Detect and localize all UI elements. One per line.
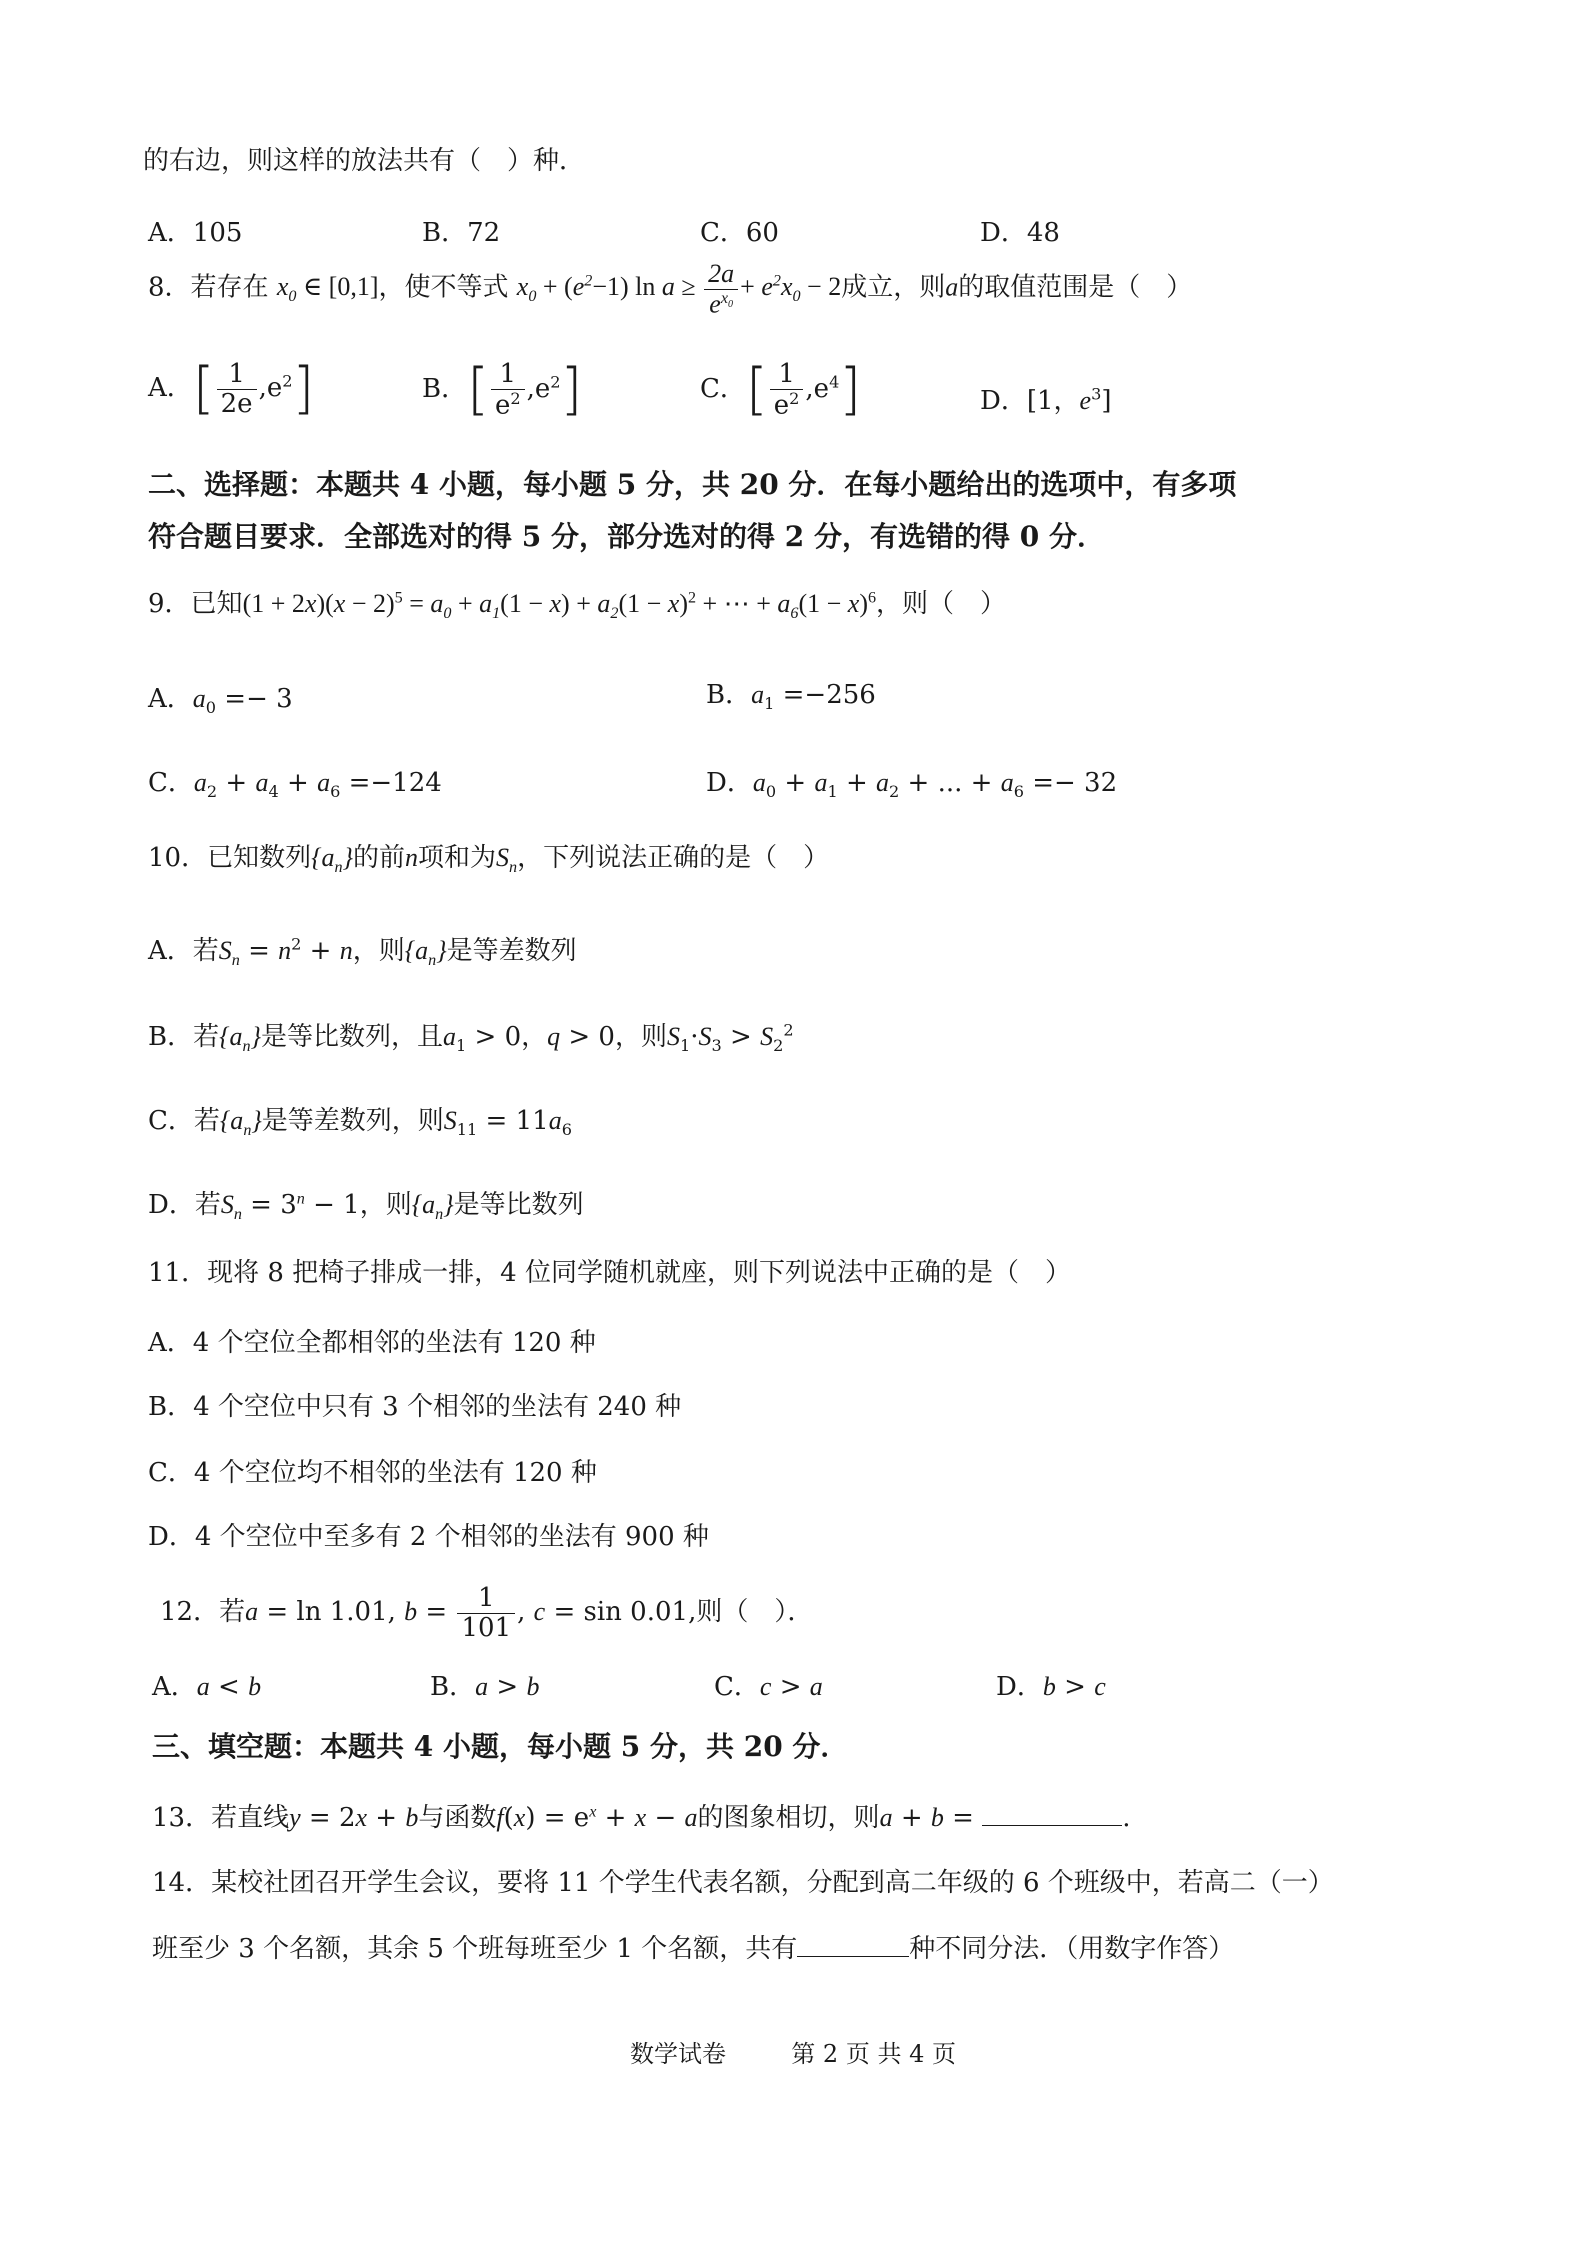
q8-text-mid: ，使不等式 — [378, 272, 509, 303]
q10-option-b-mid2: ，则 — [614, 1022, 667, 1052]
q10-option-d-post: 是等比数列 — [453, 1190, 584, 1220]
q9-option-b-label: B． — [706, 680, 752, 710]
q9-option-c-label: C． — [148, 768, 194, 798]
q10-stem: 10．已知数列$\{a_n\}$的前n项和为$S_n$，下列说法正确的是（ ） — [148, 843, 830, 877]
q10-text-3: 项和为 — [418, 843, 497, 873]
q9-option-d-label: D． — [706, 768, 753, 798]
q8-text-pre: 若存在 — [190, 272, 269, 303]
q9-stem — [148, 588, 1006, 624]
q14-answer-blank[interactable] — [797, 1956, 909, 1957]
q10-option-a[interactable]: A．若$S_n = n^2 + n$，则$\{a_n\}$是等差数列 — [148, 934, 577, 970]
q10-option-d-pre: D．若 — [148, 1190, 221, 1220]
q12-option-d[interactable]: D．b > c — [996, 1672, 1106, 1702]
q12-option-b-label: B． — [430, 1672, 476, 1702]
section2-heading-line2: 符合题目要求．全部选对的得 5 分，部分选对的得 2 分，有选错的得 0 分． — [148, 520, 1105, 553]
q7-option-d[interactable]: D．48 — [980, 218, 1060, 248]
q10-option-c-pre: C．若 — [148, 1106, 220, 1136]
q7-tail: 的右边，则这样的放法共有（ ）种． — [143, 146, 586, 176]
q10-number: 10． — [148, 843, 208, 873]
q11-option-b[interactable]: B．4 个空位中只有 3 个相邻的坐法有 240 种 — [148, 1392, 682, 1422]
q9-number: 9． — [148, 589, 191, 619]
q10-option-d[interactable]: D．若$S_n = 3^n - 1$，则$\{a_n\}$是等比数列 — [148, 1190, 584, 1224]
q8-option-a[interactable]: A．[ $\frac{1}{2e}$ $,e^2$] — [148, 356, 315, 422]
q13-text-mid: 与函数 — [418, 1803, 497, 1833]
q9-option-a-label: A． — [148, 684, 193, 714]
q12-option-a[interactable]: A．a < b — [152, 1672, 262, 1702]
q13-text-mid2: 的图象相切，则 — [697, 1803, 880, 1833]
section2-heading-line1: 二、选择题：本题共 4 小题，每小题 5 分，共 20 分．在每小题给出的选项中，有多项 — [148, 468, 1237, 501]
q13-stem: 13．若直线y = 2x + b与函数$f(x) = e^x + x - a$的图象相切，则a + b = . — [152, 1803, 1131, 1833]
q10-option-b-mid: 是等比数列，且 — [260, 1022, 443, 1052]
page-footer — [0, 2034, 1586, 2069]
q10-text-2: 的前 — [352, 843, 405, 873]
q9-text-post: ，则（ ） — [876, 589, 1007, 619]
q14-line1: 14．某校社团召开学生会议，要将 11 个学生代表名额，分配到高二年级的 6 个班级中，若高二（一） — [152, 1868, 1334, 1898]
q11-option-d[interactable]: D．4 个空位中至多有 2 个相邻的坐法有 900 种 — [148, 1522, 709, 1552]
q9-option-a[interactable]: A．$a_0 =- 3$ — [148, 684, 293, 718]
q8-text-tail: 的取值范围是（ ） — [958, 272, 1193, 303]
q12-option-c[interactable]: C．c > a — [714, 1672, 823, 1702]
q9-option-b[interactable]: B．$a_1 =-256$ — [706, 680, 876, 714]
q10-option-b-pre: B．若 — [148, 1022, 220, 1052]
q9-text-pre: 已知 — [190, 589, 243, 619]
q10-option-d-mid: ，则 — [359, 1190, 412, 1220]
q10-option-a-pre: A．若 — [148, 936, 219, 966]
q7-option-a[interactable]: A．105 — [148, 218, 243, 248]
footer-page-number: 第 2 页 共 4 页 — [791, 2040, 956, 2068]
q8-option-c[interactable]: C．[ $\frac{1}{e^2}$ $,e^4$] — [700, 356, 862, 422]
q9-expression: $(1 + 2x)(x - 2)^5 = a_0 + a_1(1 - x) + a_2(1 - x)^2$ + ⋯ + $a_6(1 - x)^6$ — [242, 589, 877, 623]
q11-option-c[interactable]: C．4 个空位均不相邻的坐法有 120 种 — [148, 1458, 597, 1488]
q12-option-b[interactable]: B．a > b — [430, 1672, 540, 1702]
q8-option-a-label: A． — [148, 373, 193, 404]
q9-option-d[interactable]: D．$a_0 + a_1 + a_2$ + ... + $a_6 =- 32$ — [706, 768, 1118, 802]
q13-number: 13．若直线 — [152, 1803, 290, 1833]
q12-option-a-label: A． — [152, 1672, 197, 1702]
q10-option-b[interactable]: B．若$\{a_n\}$是等比数列，且$a_1 > 0$，q > 0，则$S_1\cdot S_3 > S_2^2$ — [148, 1020, 794, 1056]
q10-text-4: ，下列说法正确的是（ ） — [517, 843, 830, 873]
q8-option-b[interactable]: B．[ $\frac{1}{e^2}$ $,e^2$] — [422, 356, 583, 422]
q12-stem: 12．若a = ln 1.01, b = $\frac{1}{101}$ , c = sin 0.01,则（ ）． — [160, 1583, 814, 1643]
q12-option-c-label: C． — [714, 1672, 760, 1702]
q14-line2-pre: 班至少 3 个名额，其余 5 个班每班至少 1 个名额，共有 — [152, 1934, 798, 1964]
q8-variable-a: a — [945, 272, 959, 302]
q8-option-d[interactable]: D．[1，$e^3$] — [980, 384, 1112, 416]
q7-option-c[interactable]: C．60 — [700, 218, 779, 248]
q7-option-b[interactable]: B．72 — [422, 218, 501, 248]
q10-option-a-post: 是等差数列 — [446, 936, 577, 966]
footer-subject: 数学试卷 — [630, 2040, 727, 2068]
q12-number: 12．若 — [160, 1597, 246, 1628]
q11-stem: 11．现将 8 把椅子排成一排，4 位同学随机就座，则下列说法中正确的是（ ） — [148, 1258, 1071, 1288]
q8-inequality: $x_0 + (e^2-1)$ ln a ≥ $\frac{2a}{e^{x_0}}$ + $e^2x_0 - 2$ — [516, 259, 842, 319]
q14-line2-post: 种不同分法．（用数字作答） — [909, 1934, 1235, 1964]
q8-number: 8． — [148, 272, 191, 303]
q11-option-a[interactable]: A．4 个空位全都相邻的坐法有 120 种 — [148, 1328, 596, 1358]
section3-heading: 三、填空题：本题共 4 小题，每小题 5 分，共 20 分． — [152, 1730, 849, 1763]
q8-option-c-label: C． — [700, 373, 746, 404]
q10-option-a-mid: ，则 — [352, 936, 405, 966]
q10-option-c-mid: 是等差数列，则 — [261, 1106, 444, 1136]
q8-option-d-label: D． — [980, 386, 1027, 416]
q10-text-1: 已知数列 — [207, 843, 312, 873]
q8-condition: $x_0$ ∈ [0,1] — [276, 272, 379, 306]
q9-option-c[interactable]: C．$a_2 + a_4 + a_6 =-124$ — [148, 768, 442, 802]
q8-text-post: 成立，则 — [841, 272, 946, 303]
q14-line2 — [152, 1934, 1234, 1965]
q12-text-post: 则（ ）． — [696, 1597, 814, 1628]
q8-option-b-label: B． — [422, 373, 468, 404]
q10-option-c[interactable]: C．若$\{a_n\}$是等差数列，则$S_{11} = 11a_6$ — [148, 1106, 572, 1140]
q13-answer-blank[interactable] — [982, 1825, 1122, 1826]
q8-stem — [148, 260, 1192, 319]
q12-option-d-label: D． — [996, 1672, 1043, 1702]
